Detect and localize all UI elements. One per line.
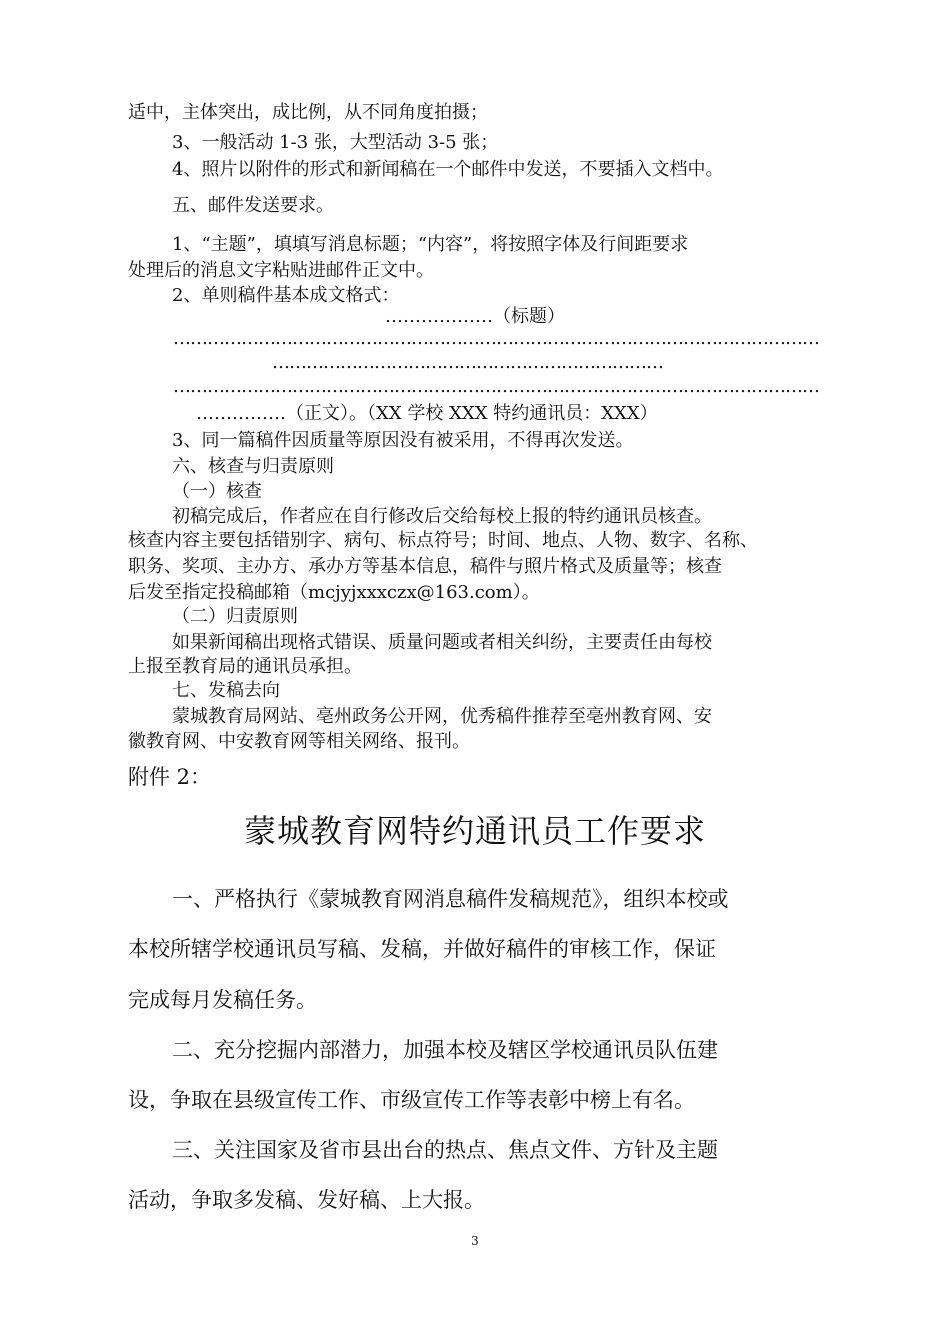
text-line: 核查内容主要包括错别字、病句、标点符号；时间、地点、人物、数字、名称、 [128, 530, 758, 551]
format-dots-line: …………………………………………………………… [272, 352, 663, 373]
sub-heading: （一）核查 [172, 481, 262, 502]
text-line: 处理后的消息文字粘贴进邮件正文中。 [128, 260, 434, 281]
text-line: 初稿完成后，作者应在自行修改后交给每校上报的特约通讯员核查。 [172, 506, 712, 527]
text-line: 蒙城教育局网站、亳州政务公开网，优秀稿件推荐至亳州教育网、安 [172, 706, 712, 727]
text-line: 本校所辖学校通讯员写稿、发稿，并做好稿件的审核工作，保证 [128, 937, 716, 961]
format-title-line: ………………（标题） [385, 306, 565, 327]
text-line: 1、“主题”，填填写消息标题；“内容”，将按照字体及行间距要求 [172, 234, 689, 255]
text-line: 徽教育网、中安教育网等相关网络、报刊。 [128, 731, 470, 752]
text-line: 三、关注国家及省市县出台的热点、焦点文件、方针及主题 [172, 1138, 718, 1162]
text-line: 后发至指定投稿邮箱（mcjyjxxxczx@163.com）。 [128, 582, 540, 603]
text-line: 设，争取在县级宣传工作、市级宣传工作等表彰中榜上有名。 [128, 1088, 695, 1112]
sub-heading: （二）归责原则 [172, 606, 298, 627]
text-line: 4、照片以附件的形式和新闻稿在一个邮件中发送，不要插入文档中。 [172, 159, 724, 180]
section-heading: 七、发稿去向 [172, 680, 280, 701]
format-dots-line: …………………………………………………………………………………………………… [173, 376, 819, 397]
text-line: 上报至教育局的通讯员承担。 [128, 656, 362, 677]
text-line: 完成每月发稿任务。 [128, 988, 317, 1012]
page-number: 3 [471, 1234, 479, 1248]
text-line: 3、同一篇稿件因质量等原因没有被采用，不得再次发送。 [172, 430, 634, 451]
text-line: 二、充分挖掘内部潜力，加强本校及辖区学校通讯员队伍建 [172, 1038, 718, 1062]
text-line: 3、一般活动 1-3 张，大型活动 3-5 张； [172, 132, 499, 153]
text-line: 职务、奖项、主办方、承办方等基本信息，稿件与照片格式及质量等；核查 [128, 556, 722, 577]
text-line: 一、严格执行《蒙城教育网消息稿件发稿规范》，组织本校或 [172, 887, 729, 911]
attachment-label: 附件 2： [128, 765, 212, 789]
format-body-line: ……………（正文）。（XX 学校 XXX 特约通讯员：XXX） [196, 403, 658, 424]
text-line: 活动，争取多发稿、发好稿、上大报。 [128, 1188, 485, 1212]
text-line: 2、单则稿件基本成文格式： [172, 285, 400, 306]
text-line: 如果新闻稿出现格式错误、质量问题或者相关纠纷，主要责任由每校 [172, 632, 712, 653]
section-heading: 五、邮件发送要求。 [172, 195, 334, 216]
attachment-title: 蒙城教育网特约通讯员工作要求 [243, 812, 706, 850]
text-line: 适中，主体突出，成比例，从不同角度拍摄； [128, 102, 488, 123]
section-heading: 六、核查与归责原则 [172, 456, 334, 477]
format-dots-line: …………………………………………………………………………………………………… [173, 328, 819, 349]
